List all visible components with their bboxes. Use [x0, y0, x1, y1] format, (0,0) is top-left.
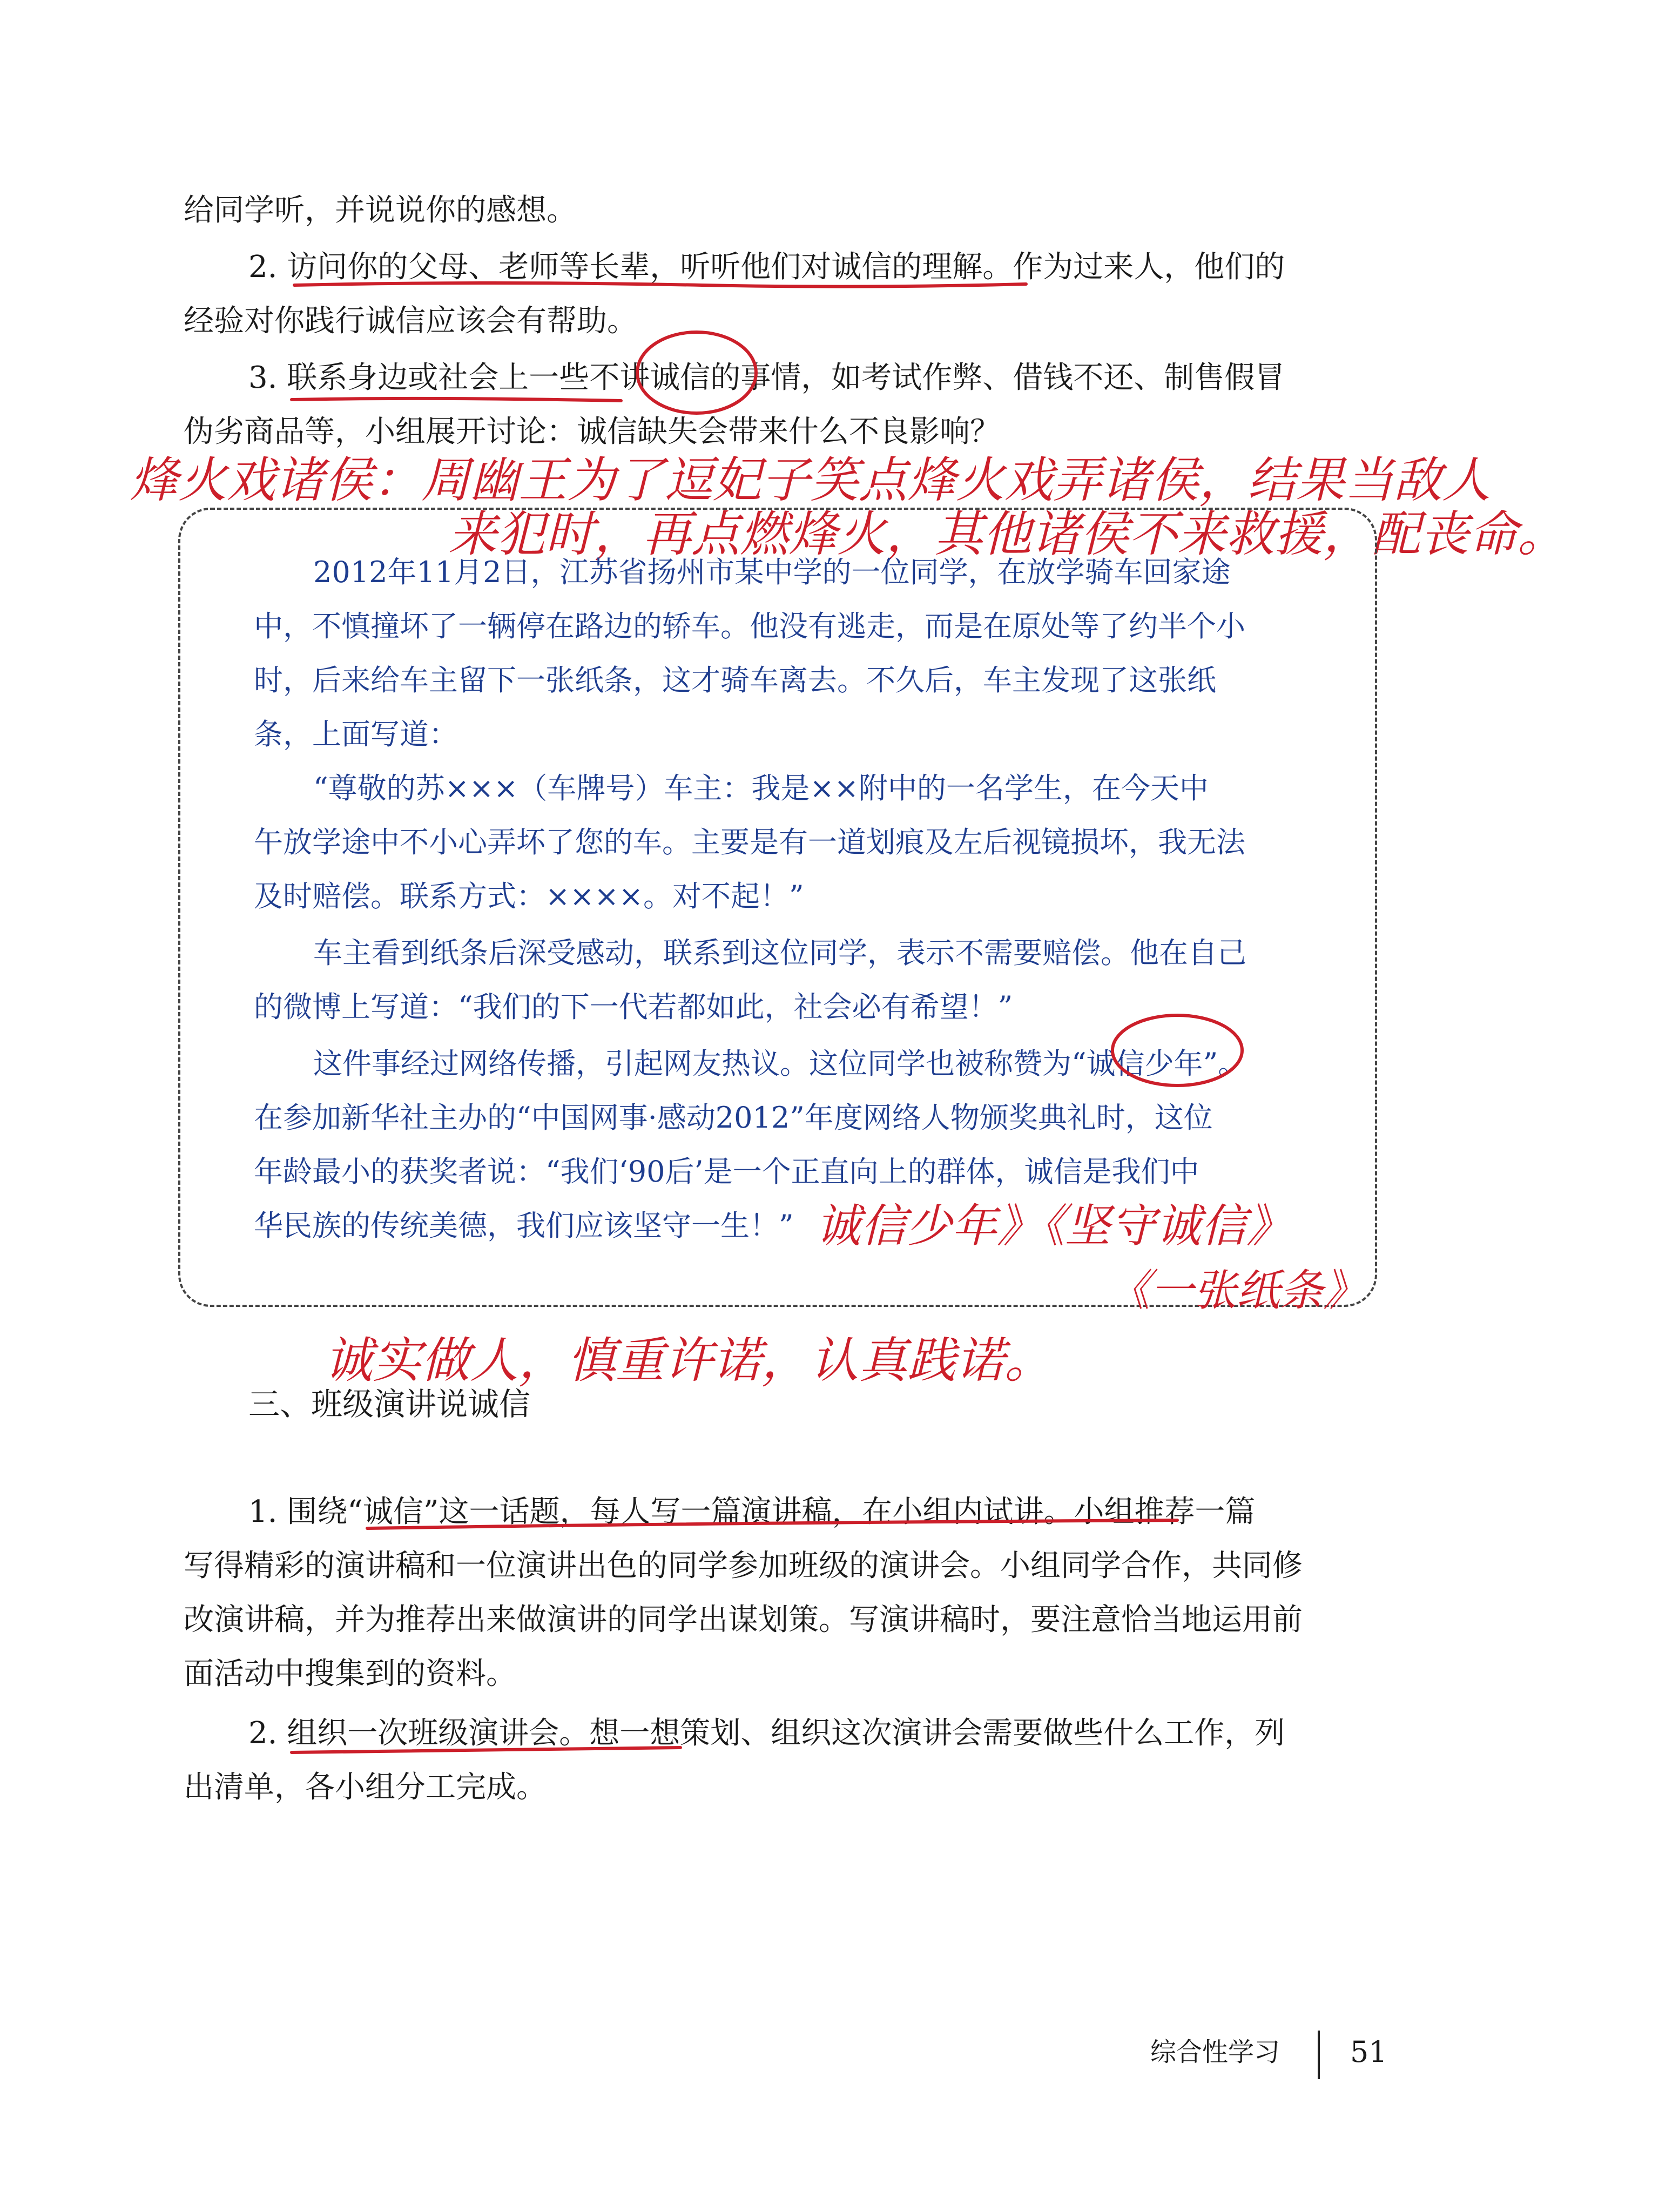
body-line: 给同学听，并说说你的感想。: [184, 193, 577, 228]
section-heading: 三、班级演讲说诚信: [248, 1386, 531, 1422]
underline-mark: [292, 1748, 680, 1752]
section-3-line: 2. 组织一次班级演讲会。想一想策划、组织这次演讲会需要做些什么工作，列: [248, 1716, 1285, 1751]
underline-mark: [367, 1520, 1177, 1528]
story-line: 的微博上写道：“我们的下一代若都如此，社会必有希望！”: [254, 990, 1013, 1024]
story-line: 2012年11月2日，江苏省扬州市某中学的一位同学，在放学骑车回家途: [313, 555, 1231, 589]
story-line: 中，不慎撞坏了一辆停在路边的轿车。他没有逃走，而是在原处等了约半个小: [254, 609, 1245, 643]
circle-mark: [1112, 1015, 1242, 1085]
story-line: 时，后来给车主留下一张纸条，这才骑车离去。不久后，车主发现了这张纸: [254, 663, 1216, 697]
story-line: 条，上面写道：: [254, 717, 458, 751]
section-3-line: 出清单，各小组分工完成。: [184, 1770, 547, 1805]
item-2-line: 2. 访问你的父母、老师等长辈，听听他们对诚信的理解。作为过来人，他们的: [248, 249, 1285, 285]
footer-divider: [1318, 2031, 1320, 2079]
circle-mark: [637, 332, 756, 413]
story-line: 这件事经过网络传播，引起网友热议。这位同学也被称赞为“诚信少年”。: [313, 1047, 1247, 1081]
handwritten-note: 来犯时，再点燃烽火，其他诸侯不来救援，配丧命。: [448, 506, 1566, 563]
story-line: 车主看到纸条后深受感动，联系到这位同学，表示不需要赔偿。他在自己: [313, 936, 1246, 970]
item-3-line: 3. 联系身边或社会上一些不讲诚信的事情，如考试作弊、借钱不还、制售假冒: [248, 360, 1285, 395]
underline-mark: [294, 283, 1026, 287]
story-line: “尊敬的苏×××（车牌号）车主：我是××附中的一名学生，在今天中: [313, 771, 1209, 805]
story-line: 华民族的传统美德，我们应该坚守一生！”: [254, 1209, 794, 1243]
item-2-line: 经验对你践行诚信应该会有帮助。: [184, 304, 637, 339]
story-line: 午放学途中不小心弄坏了您的车。主要是有一道划痕及左后视镜损坏，我无法: [254, 825, 1245, 859]
item-3-line: 伪劣商品等，小组展开讨论：诚信缺失会带来什么不良影响？: [184, 414, 1000, 449]
section-3-line: 写得精彩的演讲稿和一位演讲出色的同学参加班级的演讲会。小组同学合作，共同修: [184, 1548, 1303, 1583]
story-line: 及时赔偿。联系方式：××××。对不起！”: [254, 879, 804, 913]
handwritten-note: 烽火戏诸侯：周幽王为了逗妃子笑点烽火戏弄诸侯，结果当敌人: [130, 452, 1491, 509]
story-line: 年龄最小的获奖者说：“我们‘90后’是一个正直向上的群体，诚信是我们中: [254, 1155, 1199, 1189]
handwritten-note: 诚实做人，慎重许诺，认真践诺。: [324, 1332, 1053, 1389]
handwritten-note: 《一张纸条》: [1107, 1265, 1366, 1316]
handwritten-note: 诚信少年》《坚守诚信》: [815, 1199, 1292, 1252]
story-line: 在参加新华社主办的“中国网事·感动2012”年度网络人物颁奖典礼时，这位: [254, 1101, 1213, 1135]
footer-section-label: 综合性学习: [1150, 2037, 1280, 2067]
section-3-line: 改演讲稿，并为推荐出来做演讲的同学出谋划策。写演讲稿时，要注意恰当地运用前: [184, 1602, 1303, 1637]
section-3-line: 面活动中搜集到的资料。: [184, 1656, 516, 1691]
page-number: 51: [1350, 2035, 1387, 2069]
section-3-line: 1. 围绕“诚信”这一话题，每人写一篇演讲稿，在小组内试讲。小组推荐一篇: [248, 1494, 1256, 1529]
underline-mark: [292, 399, 621, 401]
